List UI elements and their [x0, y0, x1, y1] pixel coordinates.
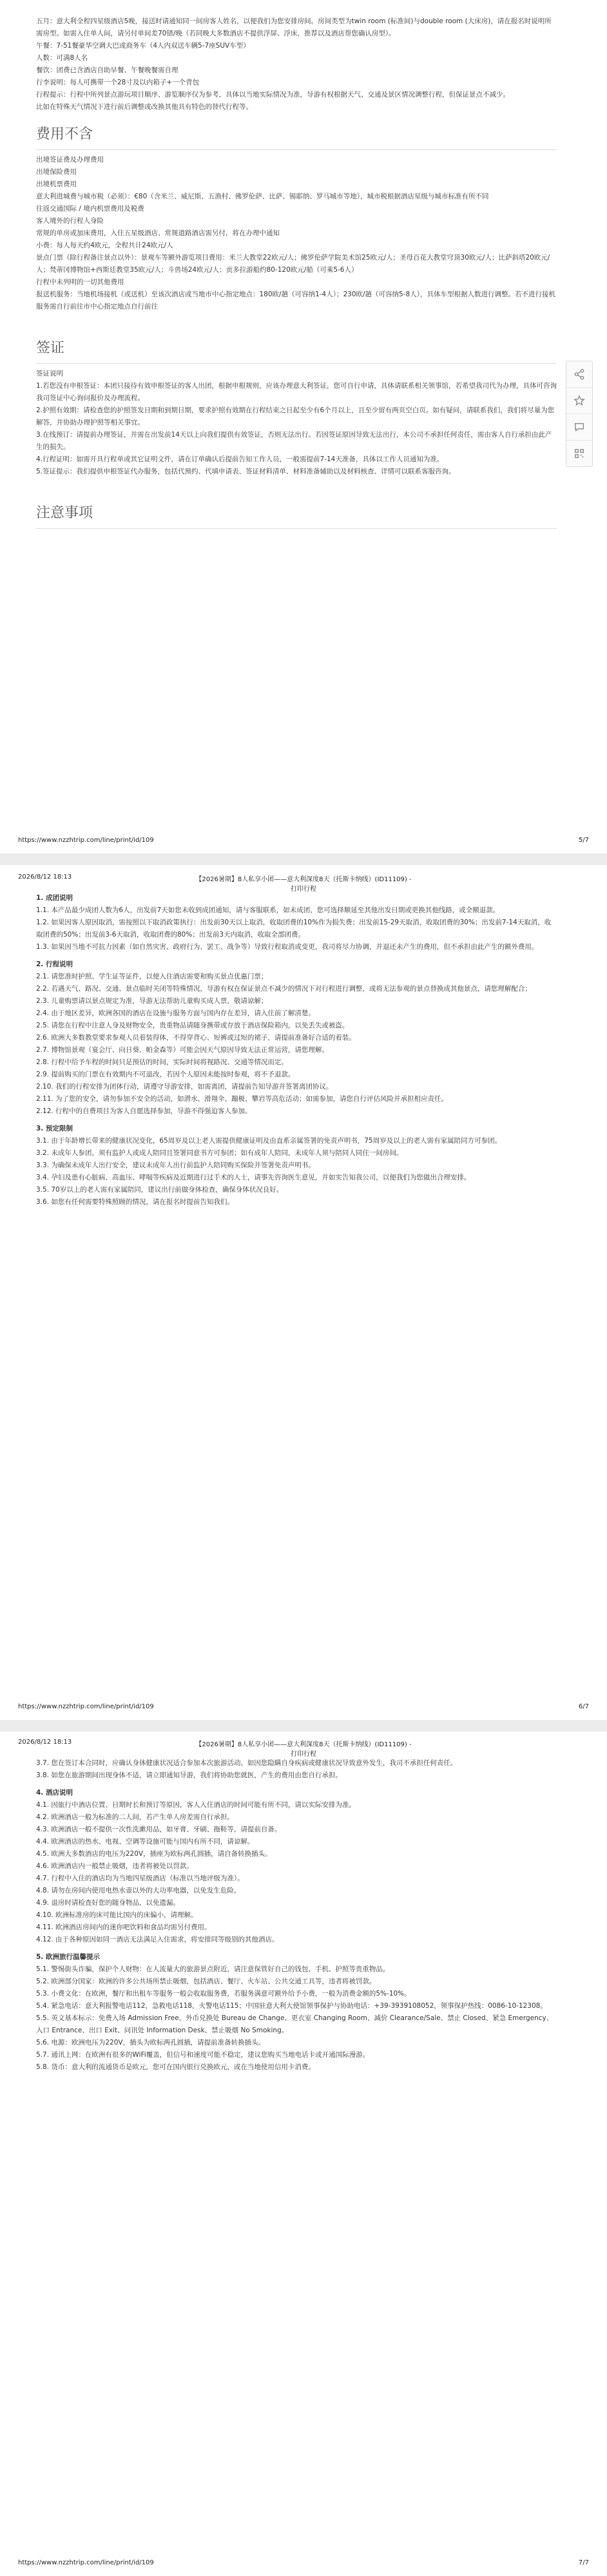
notice-item: 3.4. 孕妇及患有心脏病、高血压、哮喘等疾病及近期进行过手术的人士，请事先咨询医生意见，并如实告知我公司，以便我们为您做出合理安排。 — [36, 1174, 471, 1181]
cost-exclude-item: 报送机服务：当地机场接机（或送机）至该次酒店或当地市中心指定地点：180欧/趟（可容纳1-4人）；230欧/趟（可容纳5-8人），具体车型根据人数进行调整。若不进行接机服务需自行前往市中心指定地点自行前往 — [36, 291, 555, 310]
visa-item: 3.在线预订：请提前办理签证，并需在出发前14天以上向我们提供有效签证，否则无法出行。若因签证原因导致无法出行，本公司不承担任何责任，需由客人自行承担由此产生的损失。 — [36, 431, 552, 451]
page-number: 5/7 — [578, 837, 589, 844]
visa-item: 4.行程证明：如需开具行程单或其它证明文件，请在订单确认后提前告知工作人员，一般需提前7-14天准备，具体以工作人员通知为准。 — [36, 455, 444, 463]
visa-item: 5.签证提示：我们提供申根签证代办服务，包括代预约、代填申请表、签证材料清单、材料准备辅助以及材料核查、详情可以联系客服咨询。 — [36, 468, 456, 475]
intro-line: 餐饮：团费已含酒店自助早餐、午餐晚餐需自理 — [36, 66, 178, 74]
cost-exclude-item: 往返交通国际 / 境内机票费用及税费 — [36, 205, 144, 213]
page-break — [0, 854, 607, 865]
print-title: 【2026暑期】8人私享小团——意大利深度8天（托斯卡纳线）(ID11109) - 打印行程 — [195, 876, 412, 893]
cost-exclude-item: 客人境外的行程人身险 — [36, 217, 104, 225]
notice-subsection-title: 3. 预定限制 — [36, 1125, 73, 1132]
page-footer — [0, 837, 607, 846]
comment-icon — [573, 421, 585, 433]
notice-item: 3.8. 如您在旅游期间出现身体不适，请立即通知导游，我们将协助您就医，产生的费用由您自行承担。 — [36, 1771, 342, 1779]
notice-item: 4.6. 欧洲酒店内一般禁止吸烟，违者将被处以罚款。 — [36, 1862, 193, 1870]
page-content — [36, 892, 557, 1208]
cost-exclude-item: 出境保险费用 — [36, 168, 77, 176]
page-content — [36, 1757, 557, 2074]
notice-item: 2.3. 儿童购票请以景点规定为准，导游无法帮助儿童购买成人票，敬请谅解； — [36, 997, 268, 1005]
notice-item: 4.1. 因旅行中酒店位置、日期时长和预订等原因，客人入住酒店的时间可能有所不同，请以实际安排为准。 — [36, 1801, 356, 1809]
notice-item: 4.11. 欧洲酒店房间内的迷你吧饮料和食品均需另付费用。 — [36, 1923, 211, 1931]
page-header — [0, 1739, 607, 1758]
notice-item: 4.5. 欧洲大多数酒店的电压为220V，插座为欧标两孔圆插，请自备转换插头。 — [36, 1850, 272, 1858]
page-footer — [0, 2559, 607, 2568]
page-header — [0, 873, 607, 893]
visa-item: 1.若您没有申根签证：本团只接待有效申根签证的客人出团，根据申根规则，应该办理意大利签证，您可自行申请，具体请联系相关领事馆，若希望我司代为办理，具体可咨询我司签证中心询问报价及办理流程。 — [36, 382, 557, 402]
notice-item: 4.9. 退房时请检查好您的随身物品，以免遗漏。 — [36, 1899, 180, 1907]
notice-item: 2.11. 为了您的安全，请勿参加不安全的活动，如潜水、滑翔伞、蹦极、攀岩等高危活动；如需参加，请您自行评估风险并承担相应责任。 — [36, 1095, 448, 1103]
notice-subsection-title: 2. 行程说明 — [36, 960, 73, 968]
notice-item: 1.3. 如果因当地不可抗力因素（如自然灾害、政府行为、罢工、战争等）导致行程取消或变更，我司将尽力协调，并退还未产生的费用，但不承担由此产生的额外费用。 — [36, 943, 539, 951]
notice-item: 4.7. 行程中入住的酒店均为当地四星级酒店（标准以当地评级为准）。 — [36, 1875, 244, 1882]
print-page-5 — [0, 0, 607, 854]
notice-item: 3.7. 您在签订本合同时，应确认身体健康状况适合参加本次旅游活动。如因您隐瞒自身疾病或健康状况导致意外发生，我司不承担任何责任。 — [36, 1759, 458, 1767]
print-page-6 — [0, 866, 607, 1720]
print-url: https://www.nzzhtrip.com/line/print/id/109 — [18, 837, 154, 844]
intro-line: 比如在特殊天气情况下进行前后调整或改换其他具有特色的替代行程等。 — [36, 103, 253, 111]
intro-line: 行李说明：每人可携带一个28寸及以内箱子+一个背包 — [36, 79, 200, 86]
intro-line: 行程提示：行程中所列景点游玩项目顺序、游览顺序仅为参考，具体以当地实际情况为准，导游有权根据天气、交通及景区情况调整行程，但保证景点不减少。 — [36, 91, 510, 99]
page-content — [36, 15, 557, 533]
notice-item: 3.2. 未成年人参团，须有监护人或成人陪同且签署同意书方可参团；如有成年人陪同，未成年人须与陪同人同住一间房间。 — [36, 1149, 403, 1157]
print-url: https://www.nzzhtrip.com/line/print/id/109 — [18, 2559, 154, 2566]
print-date: 2026/8/12 18:13 — [18, 1739, 72, 1746]
page-break — [0, 1720, 607, 1732]
notice-item: 5.8. 货币：意大利的流通货币是欧元，您可在国内银行兑换欧元，或在当地使用信用卡消费。 — [36, 2063, 315, 2071]
notice-item: 5.4. 紧急电话：意大利报警电话112，急救电话118，火警电话115；中国驻意大利大使馆领事保护与协助电话：+39-3939108052，领事保护热线：0086-10-12308。 — [36, 2002, 547, 2010]
notice-item: 3.1. 由于年龄增长带来的健康状况变化，65周岁及以上老人需提供健康证明及由直系亲属签署的免责声明书，75周岁及以上的老人需有家属陪同方可参团。 — [36, 1137, 502, 1145]
notice-subsection-title: 5. 欧洲旅行温馨提示 — [36, 1953, 100, 1961]
notice-item: 2.2. 若遇天气、路况、交通、景点临时关闭等特殊情况，导游有权在保证景点不减少的情况下对行程进行调整，或将无法参观的景点替换成其他景点，请您理解配合； — [36, 985, 532, 993]
print-title: 【2026暑期】8人私享小团——意大利深度8天（托斯卡纳线）(ID11109) - 打印行程 — [195, 1741, 412, 1758]
notice-item: 4.12. 由于各种原因如同一酒店无法满足入住需求，将安排同等级别的其他酒店。 — [36, 1936, 279, 1943]
cost-exclude-item: 常规的单房或加床费用，入住五星级酒店、常规道路酒店需另付，将在办理中通知 — [36, 229, 280, 237]
notice-item: 5.2. 欧洲部分国家：欧洲的许多公共场所禁止吸烟，包括酒店、餐厅、火车站、公共交通工具等，违者将被罚款。 — [36, 1978, 376, 1985]
page-footer — [0, 1703, 607, 1712]
cost-exclude-item: 行程中未列明的一切其他费用 — [36, 278, 124, 286]
notice-item: 3.3. 为确保未成年人出行安全，建议未成年人出行前监护人陪同购买保险并签署免责声明书。 — [36, 1161, 315, 1169]
notice-item: 1.2. 如果因客人原因取消，需按照以下取消政策执行：出发前30天以上取消，收取团费的10%作为损失费；出发前15-29天取消，收取团费的30%；出发前7-14天取消，收取团费的50%；出发前3-6天取消，收取团费的80%；出发前3天内取消，收取全部团费。 — [36, 919, 552, 939]
notice-item: 4.2. 欧洲酒店一般为标准的二人间，若产生单人房差需自行承担。 — [36, 1813, 234, 1821]
cost-exclude-item: 出境机票费用 — [36, 180, 77, 188]
share-button[interactable] — [566, 361, 592, 388]
section-title-notice: 注意事项 — [36, 504, 557, 529]
notice-item: 4.4. 欧洲酒店的热水、电视、空调等设施可能与国内有所不同，请谅解。 — [36, 1838, 255, 1846]
intro-line: 午餐：7-51餐豪华空调大巴或商务车（4人内双送车辆5-7座SUV车型） — [36, 42, 250, 50]
star-icon — [573, 395, 585, 406]
notice-item: 2.8. 行程中给予车程的时间只是预估的时间，实际时间将视路况、交通等情况而定。 — [36, 1058, 288, 1066]
visa-item: 签证说明 — [36, 370, 63, 377]
notice-item: 4.8. 请勿在房间内使用电热水壶以外的大功率电器，以免发生危险。 — [36, 1887, 241, 1894]
share-icon — [573, 368, 585, 380]
print-url: https://www.nzzhtrip.com/line/print/id/109 — [18, 1703, 154, 1710]
notice-subsection-title: 1. 成团说明 — [36, 894, 73, 902]
notice-item: 5.7. 通讯上网：在欧洲有很多的WiFi覆盖，但信号和速度可能不稳定，建议您购买当地电话卡或开通国际漫游。 — [36, 2051, 370, 2059]
section-title-visa: 签证 — [36, 339, 557, 364]
favorite-button[interactable] — [566, 388, 592, 414]
notice-item: 2.5. 请您在行程中注意人身及财物安全，贵重物品请随身携带或存放于酒店保险箱内，以免丢失或被盗。 — [36, 1022, 349, 1029]
qrcode-button[interactable] — [566, 441, 592, 466]
notice-item: 3.6. 如您有任何需要特殊照顾的情况，请在报名时提前告知我们。 — [36, 1198, 234, 1206]
print-date: 2026/8/12 18:13 — [18, 873, 72, 881]
page-number: 7/7 — [578, 2559, 589, 2566]
notice-item: 2.12. 行程中的自费项目为客人自愿选择参加，导游不得强迫客人参加。 — [36, 1107, 252, 1115]
notice-item: 5.5. 英文基本标示：免费入场 Admission Free、外币兑换处 Bureau de Change、更衣室 Changing Room、减价 Clearance/Sale、禁止 Closed、紧急 Emergency、入口 Entrance、出口 Exit、问讯处 Information Desk、禁止吸烟 No Smoking。 — [36, 2014, 554, 2034]
notice-item: 2.1. 请您准时护照、学生证等证件，以便入住酒店需要和购买景点优惠门票； — [36, 973, 268, 980]
notice-item: 2.10. 我们的行程安排为团体行动，请遵守导游安排，如需离团，请提前告知导游并签署离团协议。 — [36, 1083, 333, 1091]
notice-item: 4.10. 欧洲标准房的床可能比国内的床偏小，请理解。 — [36, 1911, 198, 1919]
notice-item: 5.3. 小费文化：在欧洲，餐厅和出租车等服务一般会收取服务费，若服务满意可额外给予小费，一般为消费金额的5%-10%。 — [36, 1990, 411, 1998]
notice-item: 5.1. 警惕街头诈骗，保护个人财物：在人流量大的旅游景点附近，请注意保管好自己的钱包、手机、护照等贵重物品。 — [36, 1965, 390, 1973]
cost-exclude-item: 意大利进城费与城市税（必须）：€80（含米兰、威尼斯、五渔村、佛罗伦萨、比萨、锡耶纳、罗马城市等地），城市税根据酒店星级与城市标准有所不同 — [36, 193, 489, 200]
cost-exclude-item: 出境签证费及办理费用 — [36, 156, 104, 164]
notice-item: 2.6. 欧洲大多数教堂要求参观人员着装得体，不得穿背心、短裤或过短的裙子，请提前准备好合适的着装。 — [36, 1034, 356, 1042]
qrcode-icon — [573, 448, 585, 459]
notice-subsection-title: 4. 酒店说明 — [36, 1789, 73, 1797]
side-toolbar — [566, 361, 593, 467]
print-page-7 — [0, 1732, 607, 2576]
section-title-cost-exclude: 费用不含 — [36, 125, 557, 150]
comment-button[interactable] — [566, 414, 592, 441]
notice-item: 3.5. 70岁以上的老人需有家属陪同，建议出行前做身体检查，确保身体状况良好。 — [36, 1186, 284, 1194]
page-number: 6/7 — [578, 1703, 589, 1710]
intro-line: 人数：可满8人名 — [36, 54, 88, 62]
notice-item: 1.1. 本产品最少成团人数为6人，出发前7天如您未收到成团通知，请与客服联系，如未成团，您可选择顺延至其他出发日期或更换其他线路，或全额退款。 — [36, 906, 500, 914]
cost-exclude-item: 小费：每人每天约4欧元，全程共计24欧元/人 — [36, 242, 173, 249]
notice-item: 5.6. 电源：欧洲电压为220V，插头为欧标两孔圆插，请提前准备转换插头。 — [36, 2039, 265, 2046]
notice-item: 2.4. 由于地区差异，欧洲各国的酒店在设施与服务方面与国内存在差异，请入住前了解清楚。 — [36, 1009, 315, 1017]
notice-item: 2.9. 提前购买的门票在有效期内不可退改，若因个人原因未能按时参观，将不予退款。 — [36, 1071, 295, 1078]
intro-line: 五月：意大利全程四星级酒店5晚，接送时请通知同一间房客人姓名，以便我们为您安排房间。房间类型为twin room (标准间)与double room (大床房)，请在报名时说明所需房型。如需入住单人间，请另付单间差70错/晚（若同晚大多数酒店不提供浮屏、浮床，推荐以及酒店帮您确认房型）。 — [36, 17, 552, 37]
notice-item: 2.7. 博物馆景观（宴会厅、向日葵、帕金森等）可能会因天气原因导致无法正常运营，请您理解。 — [36, 1046, 329, 1054]
visa-item: 2.护照有效期：请检查您的护照签发日期和到期日期，要求护照有效期在行程结束之日起至少有6个月以上，且至少留有两页空白页。如有疑问，请联系我们，我们将尽量为您解答，并协助办理护照等相关事宜。 — [36, 406, 555, 426]
notice-item: 4.3. 欧洲酒店一般不提供一次性洗漱用品，如牙膏、牙刷、拖鞋等，请提前自备。 — [36, 1826, 282, 1833]
cost-exclude-item: 景点门票（除行程备注景点以外）：景观车等额外游览项目费用：米兰大教堂22欧元/人；佛罗伦萨学院美术馆25欧元/人；圣母百花大教堂穹顶30欧元/人；比萨斜塔20欧元/人；梵蒂冈博物馆+西斯廷教堂35欧元/人；斗兽场24欧元/人；贡多拉游船约80-120欧元/船（可乘5-6人） — [36, 254, 550, 274]
